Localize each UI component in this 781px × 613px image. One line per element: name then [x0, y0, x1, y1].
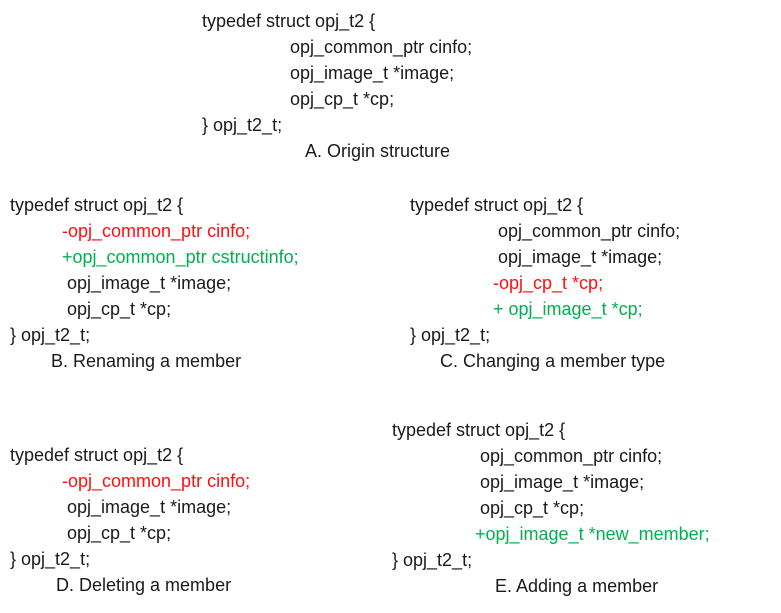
code-line: opj_image_t *image; — [67, 497, 232, 517]
code-line: opj_common_ptr cinfo; — [498, 221, 681, 241]
code-line: opj_image_t *image; — [498, 247, 663, 267]
code-block-b — [10, 192, 299, 374]
code-line: opj_cp_t *cp; — [480, 498, 585, 518]
code-line: } opj_t2_t; — [410, 325, 491, 345]
code-line-removed: -opj_common_ptr cinfo; — [62, 471, 251, 491]
code-line: opj_image_t *image; — [67, 273, 232, 293]
code-line: typedef struct opj_t2 { — [410, 195, 584, 215]
code-line: opj_cp_t *cp; — [290, 89, 395, 109]
code-line: opj_image_t *image; — [290, 63, 455, 83]
code-line: typedef struct opj_t2 { — [10, 195, 184, 215]
code-line-added: + opj_image_t *cp; — [493, 299, 643, 319]
block-caption-d: D. Deleting a member — [56, 575, 232, 595]
code-line: } opj_t2_t; — [202, 115, 283, 135]
code-line: opj_common_ptr cinfo; — [290, 37, 473, 57]
code-line-removed: -opj_common_ptr cinfo; — [62, 221, 251, 241]
code-line: typedef struct opj_t2 { — [202, 11, 376, 31]
code-line: typedef struct opj_t2 { — [10, 445, 184, 465]
code-line: } opj_t2_t; — [392, 550, 473, 570]
code-line: } opj_t2_t; — [10, 549, 91, 569]
code-block-e — [392, 417, 710, 599]
block-caption-e: E. Adding a member — [495, 576, 659, 596]
code-line: opj_common_ptr cinfo; — [480, 446, 663, 466]
code-line-added: +opj_common_ptr cstructinfo; — [62, 247, 299, 267]
code-line: opj_cp_t *cp; — [67, 523, 172, 543]
code-line: } opj_t2_t; — [10, 325, 91, 345]
code-block-c — [410, 192, 680, 374]
block-caption-c: C. Changing a member type — [440, 351, 666, 371]
code-line: typedef struct opj_t2 { — [392, 420, 566, 440]
code-line: opj_image_t *image; — [480, 472, 645, 492]
code-line-added: +opj_image_t *new_member; — [475, 524, 710, 544]
block-caption-a: A. Origin structure — [305, 141, 451, 161]
code-line: opj_cp_t *cp; — [67, 299, 172, 319]
code-line-removed: -opj_cp_t *cp; — [493, 273, 604, 293]
code-block-d — [10, 442, 250, 598]
block-caption-b: B. Renaming a member — [51, 351, 242, 371]
code-block-a — [202, 8, 472, 164]
